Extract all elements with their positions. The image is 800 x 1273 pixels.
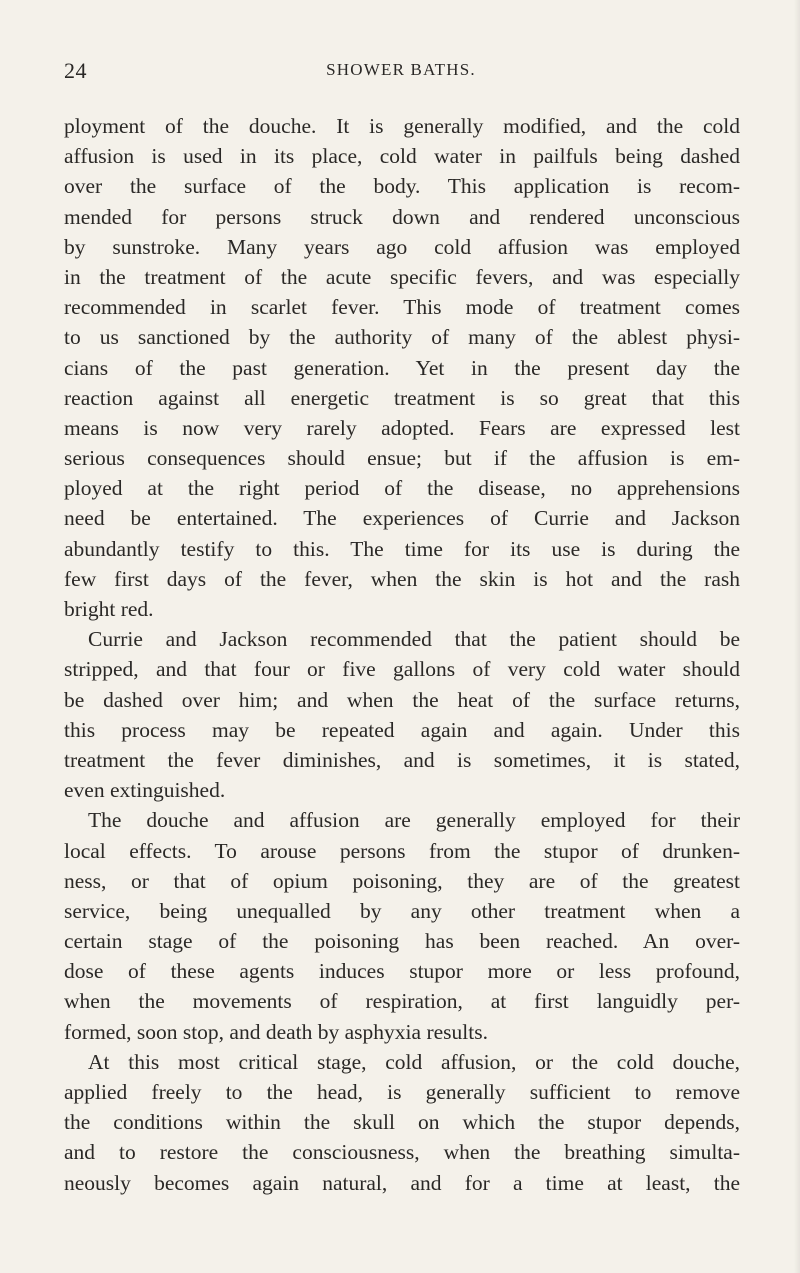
text-line: the conditions within the skull on which the stupor depends, (64, 1110, 740, 1135)
text-line: bright red. (64, 597, 154, 621)
text-line: The douche and affusion are generally employed for their (88, 808, 740, 833)
text-line: dose of these agents induces stupor more or less profound, (64, 959, 740, 984)
text-line: in the treatment of the acute specific fevers, and was especially (64, 264, 740, 289)
text-line: treatment the fever diminishes, and is sometimes, it is stated, (64, 747, 740, 772)
running-title: SHOWER BATHS. (326, 60, 476, 79)
text-line: certain stage of the poisoning has been reached. An over- (64, 929, 740, 954)
text-line: cians of the past generation. Yet in the present day the (64, 355, 740, 380)
text-line: affusion is used in its place, cold water in pailfuls being dashed (64, 144, 740, 169)
text-line: applied freely to the head, is generally sufficient to remove (64, 1080, 740, 1104)
text-line: Currie and Jackson recommended that the patient should be (88, 627, 740, 652)
text-line: formed, soon stop, and death by asphyxia results. (64, 1019, 488, 1044)
text-line: by sunstroke. Many years ago cold affusion was employed (64, 234, 740, 259)
text-line: need be entertained. The experiences of Currie and Jackson (64, 506, 740, 531)
page-number: 24 (64, 58, 87, 83)
text-line: be dashed over him; and when the heat of the surface returns, (64, 687, 740, 712)
body-text (64, 111, 740, 1198)
text-line: service, being unequalled by any other treatment when a (64, 898, 740, 923)
text-line: ployed at the right period of the disease, no apprehensions (64, 476, 740, 501)
text-line: even extinguished. (64, 778, 226, 803)
page-edge-shadow (794, 0, 800, 1273)
text-line: mended for persons struck down and rendered unconscious (64, 204, 740, 229)
text-line: this process may be repeated again and again. Under this (64, 717, 740, 742)
text-line: over the surface of the body. This application is recom- (64, 174, 740, 199)
text-line: neously becomes again natural, and for a time at least, the (64, 1170, 740, 1195)
text-line: stripped, and that four or five gallons of very cold water should (64, 657, 740, 682)
text-line: recommended in scarlet fever. This mode of treatment comes (64, 295, 740, 320)
text-line: At this most critical stage, cold affusion, or the cold douche, (88, 1049, 740, 1074)
text-line: reaction against all energetic treatment is so great that this (64, 385, 740, 410)
text-line: ployment of the douche. It is generally modified, and the cold (64, 114, 740, 138)
text-line: local effects. To arouse persons from the stupor of drunken- (64, 838, 740, 863)
text-line: few first days of the fever, when the skin is hot and the rash (64, 566, 740, 591)
text-line: when the movements of respiration, at first languidly per- (64, 989, 740, 1014)
text-line: and to restore the consciousness, when the breathing simulta- (64, 1140, 740, 1165)
text-line: serious consequences should ensue; but if the affusion is em- (64, 446, 740, 471)
running-head (64, 58, 738, 88)
text-line: abundantly testify to this. The time for its use is during the (64, 536, 740, 561)
text-line: ness, or that of opium poisoning, they are of the greatest (64, 868, 740, 893)
text-line: to us sanctioned by the authority of many of the ablest physi- (64, 325, 740, 350)
text-line: means is now very rarely adopted. Fears are expressed lest (64, 415, 740, 440)
